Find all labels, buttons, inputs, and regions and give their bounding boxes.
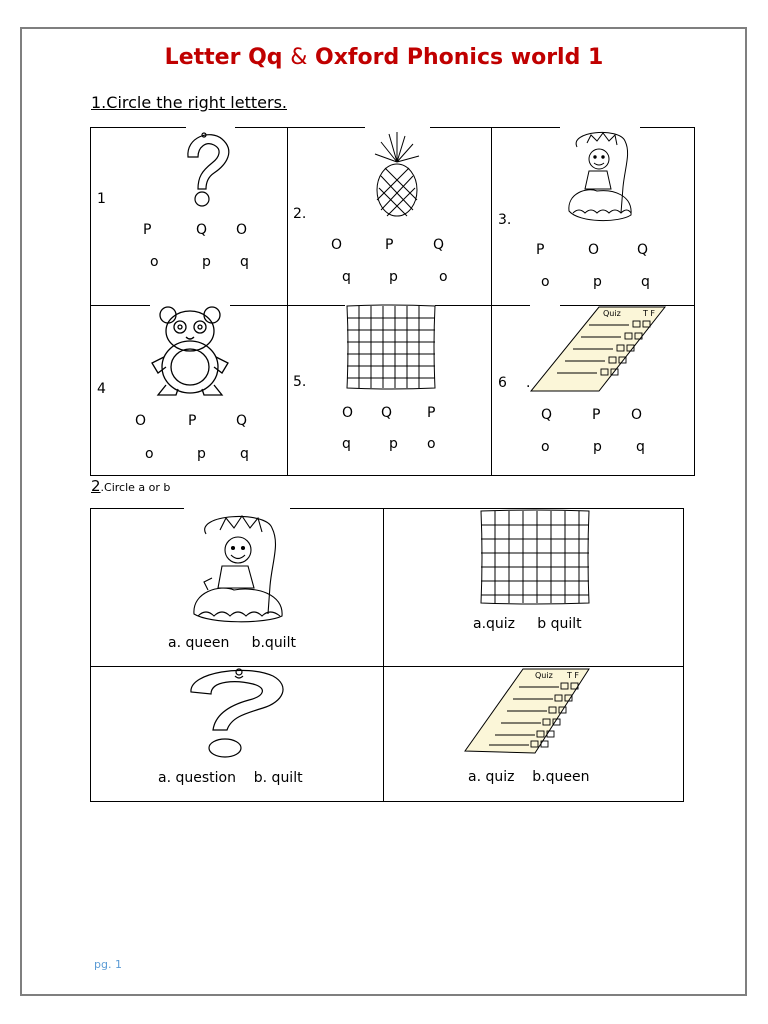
queen-icon [182, 510, 292, 622]
cell-number: 1 [97, 191, 106, 207]
letter-option[interactable]: P [427, 405, 436, 421]
choice-cell-4 [383, 666, 684, 802]
letter-option[interactable]: p [593, 439, 602, 455]
letter-option[interactable]: q [240, 446, 249, 462]
cell-number: 4 [97, 381, 106, 397]
cell-5 [287, 305, 491, 476]
letter-option[interactable]: Q [236, 413, 248, 429]
letter-option[interactable]: q [641, 274, 650, 290]
page-number: pg. 1 [94, 958, 122, 971]
letter-option[interactable]: p [593, 274, 602, 290]
letter-option[interactable]: O [631, 407, 643, 423]
letter-option[interactable]: q [240, 254, 249, 270]
choice-text[interactable]: a.quiz b quilt [473, 616, 582, 632]
section2-heading-number: 2 [91, 477, 101, 495]
cell-number: 6 [498, 375, 507, 391]
cell-number: 5. [293, 374, 307, 390]
letter-option[interactable]: q [342, 436, 351, 452]
quilt-icon [479, 509, 591, 605]
letter-option[interactable]: P [143, 222, 152, 238]
letter-option[interactable]: q [342, 269, 351, 285]
letter-option[interactable]: o [427, 436, 436, 452]
letter-option[interactable]: o [541, 439, 550, 455]
letter-option[interactable]: Q [381, 405, 393, 421]
question-mark-icon [180, 129, 240, 209]
page-title [0, 45, 768, 70]
letter-option[interactable]: o [541, 274, 550, 290]
choice-text[interactable]: a. question b. quilt [158, 770, 303, 786]
section2-heading-text: .Circle a or b [100, 481, 171, 494]
letter-option[interactable]: p [202, 254, 211, 270]
cell-number: 3. [498, 212, 512, 228]
choice-cell-3 [90, 666, 383, 802]
panda-icon [148, 303, 232, 399]
cell-1 [90, 127, 287, 305]
letter-option[interactable]: p [389, 436, 398, 452]
letter-option[interactable]: Q [433, 237, 445, 253]
letter-option[interactable]: o [145, 446, 154, 462]
quiz-sheet-icon [463, 667, 593, 757]
letter-option[interactable]: o [439, 269, 448, 285]
cell-number: 2. [293, 206, 307, 222]
letter-option[interactable]: P [188, 413, 197, 429]
question-mark-icon [187, 666, 287, 760]
quiz-sheet-title: Quiz [603, 309, 621, 318]
cell-2 [287, 127, 491, 305]
letter-option[interactable]: P [385, 237, 394, 253]
letter-option[interactable]: Q [541, 407, 553, 423]
choice-cell-2 [383, 508, 684, 666]
section1-grid [90, 127, 695, 476]
cell-3 [491, 127, 695, 305]
title-ampersand: & [290, 45, 308, 70]
quiz-sheet-tf: T F [567, 671, 580, 680]
section2-grid [90, 508, 684, 802]
quiz-sheet-tf: T F [643, 309, 656, 318]
letter-option[interactable]: O [236, 222, 248, 238]
letter-option[interactable]: O [135, 413, 147, 429]
pineapple-icon [367, 132, 427, 222]
cell-6 [491, 305, 695, 476]
choice-text[interactable]: a. quiz b.queen [468, 769, 590, 785]
queen-icon [559, 127, 639, 227]
section2-heading [91, 477, 170, 495]
letter-option[interactable]: o [150, 254, 159, 270]
quiz-sheet-icon [529, 305, 669, 395]
letter-option[interactable]: q [636, 439, 645, 455]
title-main: Letter Qq [164, 45, 283, 70]
section1-heading: 1.Circle the right letters. [91, 93, 287, 112]
letter-option[interactable]: O [342, 405, 354, 421]
letter-option[interactable]: p [197, 446, 206, 462]
choice-text[interactable]: a. queen b.quilt [168, 635, 296, 651]
letter-option[interactable]: P [536, 242, 545, 258]
cell-4 [90, 305, 287, 476]
letter-option[interactable]: P [592, 407, 601, 423]
quiz-sheet-title: Quiz [535, 671, 553, 680]
choice-cell-1 [90, 508, 383, 666]
letter-option[interactable]: Q [196, 222, 208, 238]
cell-number-dot: . [526, 375, 531, 391]
quilt-icon [345, 304, 437, 390]
letter-option[interactable]: O [588, 242, 600, 258]
title-rest: Oxford Phonics world 1 [315, 45, 604, 70]
letter-option[interactable]: O [331, 237, 343, 253]
letter-option[interactable]: Q [637, 242, 649, 258]
letter-option[interactable]: p [389, 269, 398, 285]
